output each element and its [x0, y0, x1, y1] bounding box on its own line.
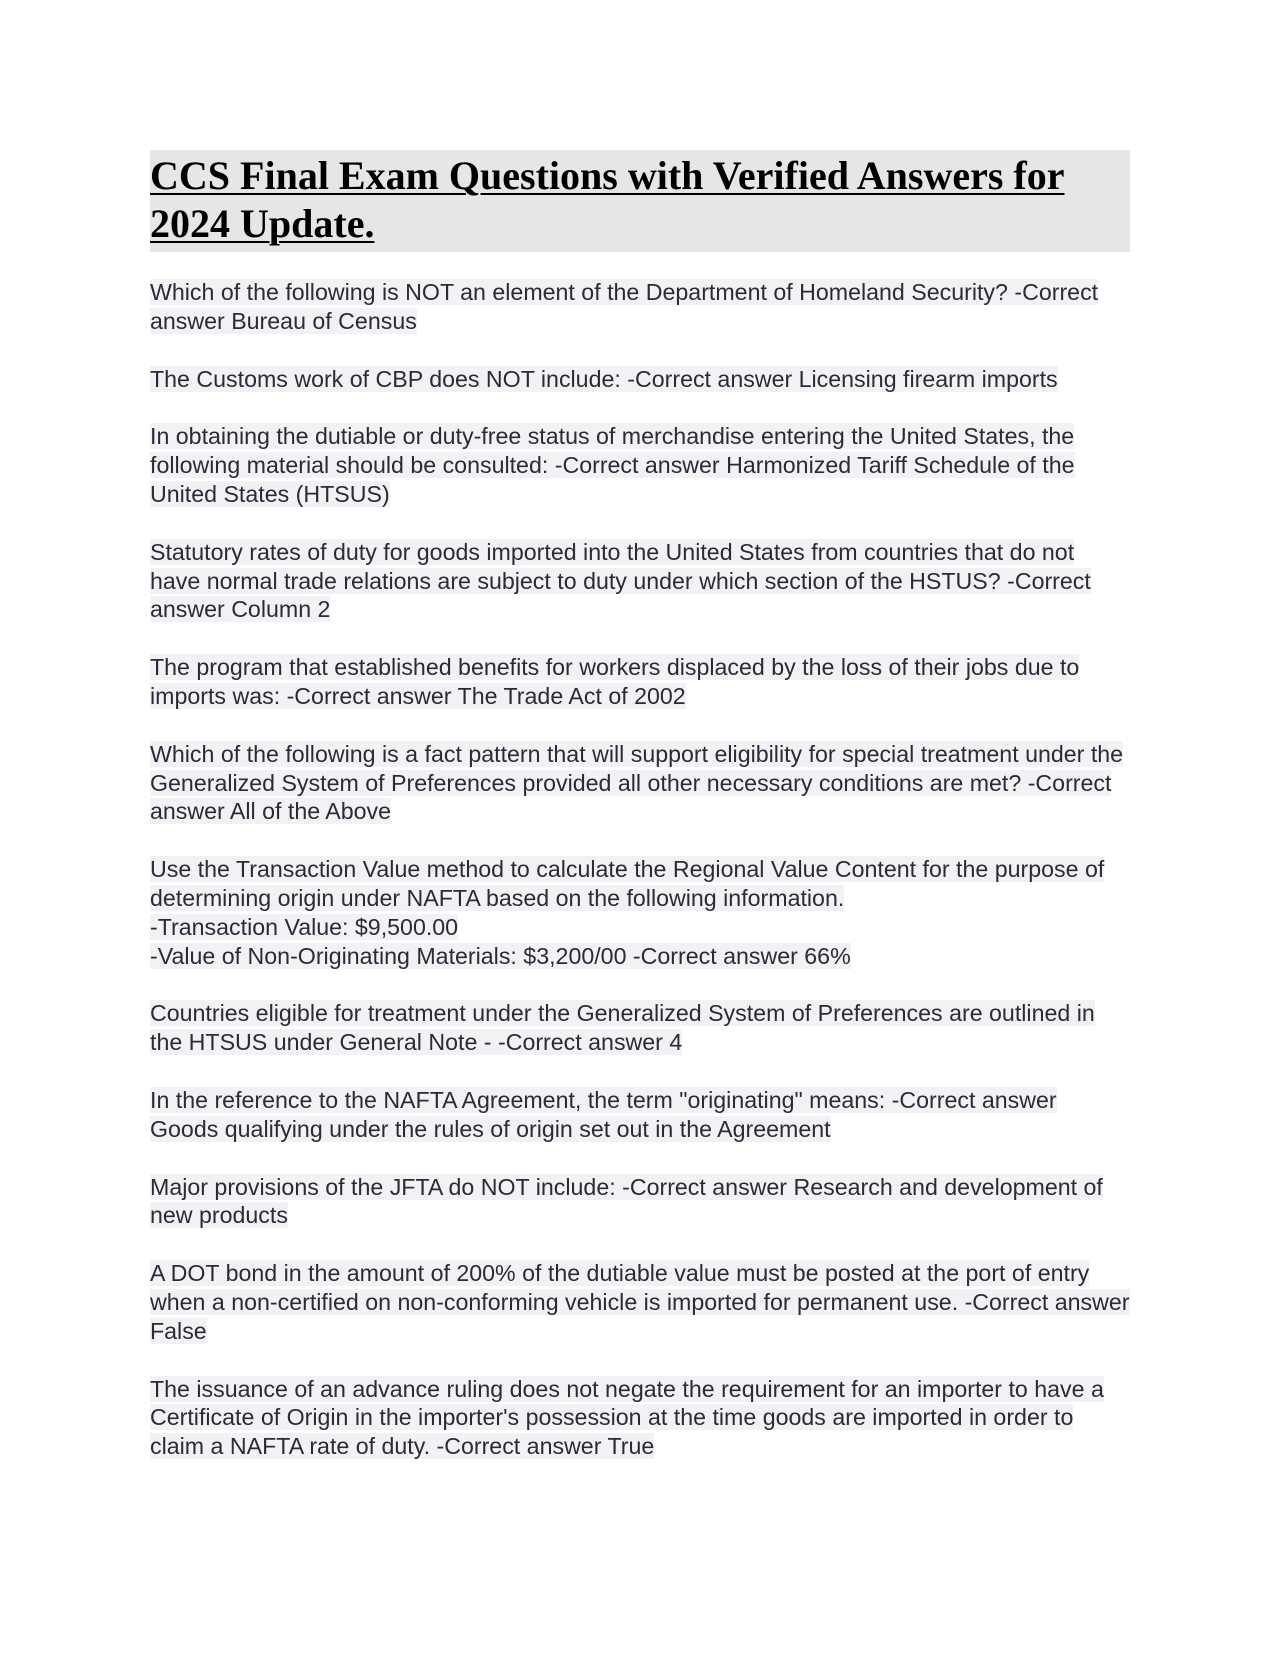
qa-text: Use the Transaction Value method to calculate the Regional Value Content for the purpose of determining origin under NAFTA based on the following information. -Transaction Value: $9,500.00 -Value of Non-Originating Materials: $3,200/00 -Correct answer 66%	[150, 856, 1105, 969]
qa-item	[150, 1375, 1130, 1461]
qa-text: In the reference to the NAFTA Agreement, the term "originating" means: -Correct answer Goods qualifying under the rules of origin set out in the Agreement	[150, 1086, 1057, 1142]
qa-item	[150, 653, 1130, 711]
qa-text: Major provisions of the JFTA do NOT include: -Correct answer Research and development of new products	[150, 1173, 1103, 1229]
qa-text: Countries eligible for treatment under the Generalized System of Preferences are outlined in the HTSUS under General Note - -Correct answer 4	[150, 1000, 1095, 1056]
qa-item	[150, 740, 1130, 826]
qa-item	[150, 855, 1130, 970]
qa-text: Which of the following is NOT an element of the Department of Homeland Security? -Correct answer Bureau of Census	[150, 279, 1099, 334]
qa-item	[150, 999, 1130, 1057]
qa-item	[150, 365, 1130, 394]
qa-text: Statutory rates of duty for goods imported into the United States from countries that do not have normal trade relations are subject to duty under which section of the HSTUS? -Correct answer Column 2	[150, 538, 1091, 623]
qa-text: The program that established benefits for workers displaced by the loss of their jobs due to imports was: -Correct answer The Trade Act of 2002	[150, 654, 1080, 709]
qa-item	[150, 1259, 1130, 1345]
qa-item	[150, 1173, 1130, 1231]
qa-text: The issuance of an advance ruling does not negate the requirement for an importer to have a Certificate of Origin in the importer's possession at the time goods are imported in order to claim a NAFTA rate of duty. -Correct answer True	[150, 1375, 1104, 1460]
qa-text: In obtaining the dutiable or duty-free status of merchandise entering the United States, the following material should be consulted: -Correct answer Harmonized Tariff Schedule of the United States (HTSUS)	[150, 423, 1075, 507]
document-page	[150, 150, 1130, 1490]
document-title: CCS Final Exam Questions with Verified Answers for 2024 Update.	[150, 150, 1130, 252]
qa-item	[150, 278, 1130, 336]
qa-text: The Customs work of CBP does NOT include: -Correct answer Licensing firearm imports	[150, 365, 1058, 392]
qa-item	[150, 1086, 1130, 1144]
qa-text: Which of the following is a fact pattern that will support eligibility for special treatment under the Generalized System of Preferences provided all other necessary conditions are met? -Correct answer All of the Above	[150, 740, 1124, 825]
qa-item	[150, 422, 1130, 508]
qa-text: A DOT bond in the amount of 200% of the dutiable value must be posted at the port of entry when a non-certified on non-conforming vehicle is imported for permanent use. -Correct answer False	[150, 1260, 1130, 1344]
qa-item	[150, 538, 1130, 624]
